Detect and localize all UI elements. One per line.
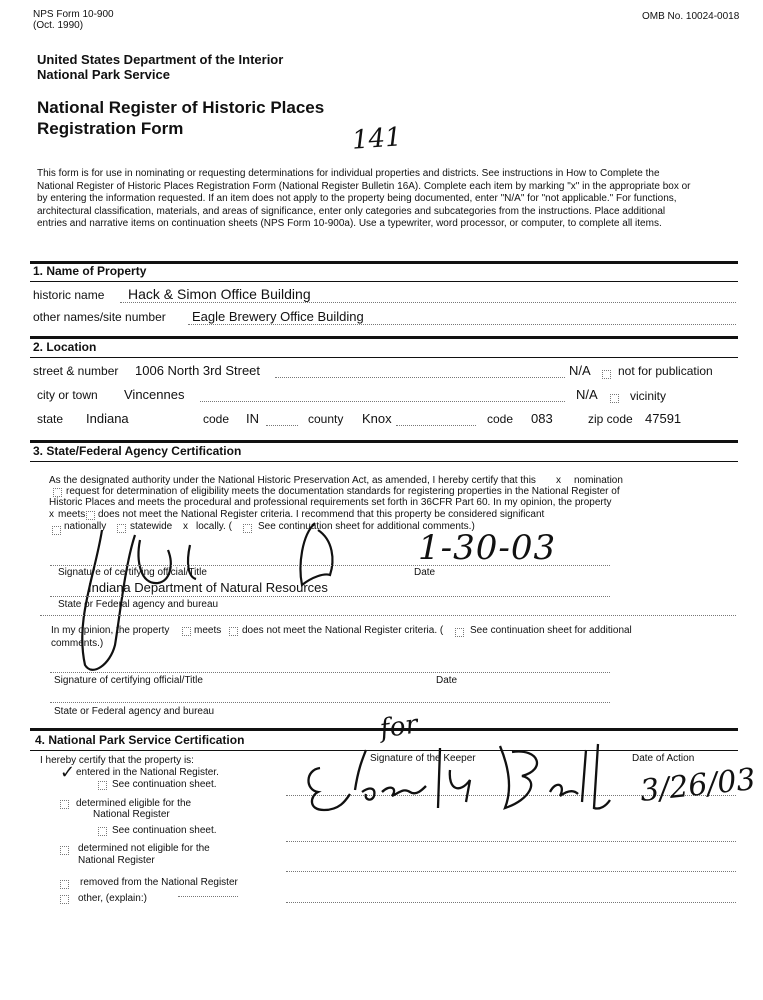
signature-label: Signature of certifying official/Title bbox=[54, 675, 203, 686]
vicinity-label: vicinity bbox=[630, 389, 667, 403]
cert-meets: meets bbox=[58, 509, 86, 520]
keeper-intro: I hereby certify that the property is: bbox=[40, 755, 194, 766]
cert-locally: locally. ( bbox=[196, 521, 232, 532]
state-label: state bbox=[37, 412, 64, 426]
not-for-publication-field[interactable]: N/A bbox=[569, 363, 591, 378]
zip-label: zip code bbox=[588, 412, 633, 426]
state-cert-date: 1-30-03 bbox=[418, 528, 557, 568]
see-continuation-checkbox[interactable] bbox=[98, 781, 107, 790]
opinion-comments: comments.) bbox=[51, 638, 104, 649]
eligible-checkbox[interactable] bbox=[60, 800, 69, 809]
cert-text-1: As the designated authority under the National Historic Preservation Act, as amended, I hereby certify that this bbox=[49, 475, 536, 486]
keeper-line bbox=[286, 841, 736, 842]
state-code-line bbox=[266, 425, 298, 426]
not-eligible-checkbox[interactable] bbox=[60, 846, 69, 855]
locally-x[interactable]: x bbox=[183, 521, 188, 532]
cert-text-nomination: nomination bbox=[574, 475, 623, 486]
see-continuation: See continuation sheet. bbox=[112, 825, 217, 836]
form-number: NPS Form 10-900 bbox=[33, 9, 114, 20]
section-divider bbox=[30, 357, 738, 358]
opinion-meets-checkbox[interactable] bbox=[182, 627, 191, 636]
other-option: other, (explain:) bbox=[78, 893, 147, 904]
cert-text-4: does not meet the National Register criteria. I recommend that this property be considered significant bbox=[98, 509, 545, 520]
keeper-line bbox=[286, 902, 736, 903]
not-for-publication-label: not for publication bbox=[618, 364, 713, 378]
agency-label: State or Federal agency and bureau bbox=[54, 706, 215, 717]
form-subtitle: Registration Form bbox=[37, 119, 184, 138]
section-divider bbox=[30, 461, 738, 462]
section-divider bbox=[30, 440, 738, 443]
city-label: city or town bbox=[37, 388, 98, 402]
section1-heading: 1. Name of Property bbox=[33, 264, 147, 278]
state-field[interactable]: Indiana bbox=[86, 411, 129, 426]
opinion-text: In my opinion, the property bbox=[51, 625, 170, 636]
date-label: Date bbox=[436, 675, 458, 686]
opinion-criteria: does not meet the National Register criteria. ( bbox=[242, 625, 444, 636]
action-date-label: Date of Action bbox=[632, 753, 695, 764]
street-field[interactable]: 1006 North 3rd Street bbox=[135, 363, 261, 378]
agency-line bbox=[50, 702, 610, 703]
section-divider bbox=[30, 336, 738, 339]
action-date-handwritten: 3/26/03 bbox=[638, 762, 758, 809]
other-names-label: other names/site number bbox=[33, 310, 166, 324]
section-separator bbox=[40, 615, 736, 616]
county-label: county bbox=[308, 412, 344, 426]
county-code-field[interactable]: 083 bbox=[531, 411, 553, 426]
opinion-meets: meets bbox=[194, 625, 222, 636]
state-code-label: code bbox=[203, 412, 230, 426]
keeper-label: Signature of the Keeper bbox=[370, 753, 476, 764]
cert-nationally: nationally bbox=[64, 521, 107, 532]
signature-label: Signature of certifying official/Title bbox=[58, 567, 207, 578]
cert-continuation: See continuation sheet for additional comments.) bbox=[258, 521, 475, 532]
county-field[interactable]: Knox bbox=[362, 411, 392, 426]
street-line bbox=[275, 377, 565, 378]
agency-label: State or Federal agency and bureau bbox=[58, 599, 219, 610]
section2-heading: 2. Location bbox=[33, 340, 97, 354]
opinion-continuation-checkbox[interactable] bbox=[455, 628, 464, 637]
signature-line bbox=[50, 672, 610, 673]
explain-line bbox=[178, 896, 238, 897]
see-continuation: See continuation sheet. bbox=[112, 779, 217, 790]
city-line bbox=[200, 401, 565, 402]
entered-check[interactable]: ✓ bbox=[60, 762, 76, 782]
other-checkbox[interactable] bbox=[60, 895, 69, 904]
street-label: street & number bbox=[33, 364, 119, 378]
opinion-does-not-meet-checkbox[interactable] bbox=[229, 627, 238, 636]
historic-name-field[interactable]: Hack & Simon Office Building bbox=[128, 286, 311, 302]
removed-option: removed from the National Register bbox=[80, 877, 238, 888]
other-names-line bbox=[188, 324, 736, 325]
agency-line bbox=[50, 596, 610, 597]
city-field[interactable]: Vincennes bbox=[124, 387, 185, 402]
removed-checkbox[interactable] bbox=[60, 880, 69, 889]
opinion-continuation: See continuation sheet for additional bbox=[470, 625, 632, 636]
vicinity-checkbox[interactable] bbox=[610, 394, 619, 403]
eligible-option-line2: National Register bbox=[93, 809, 170, 820]
date-label: Date bbox=[414, 567, 436, 578]
not-for-publication-checkbox[interactable] bbox=[602, 370, 611, 379]
county-code-label: code bbox=[487, 412, 514, 426]
eligible-option: determined eligible for the bbox=[76, 798, 192, 809]
keeper-line bbox=[286, 871, 736, 872]
not-eligible-option-line2: National Register bbox=[78, 855, 155, 866]
service: National Park Service bbox=[37, 67, 170, 82]
request-checkbox[interactable] bbox=[53, 488, 62, 497]
agency-field[interactable]: Indiana Department of Natural Resources bbox=[88, 580, 328, 595]
omb-number: OMB No. 10024-0018 bbox=[642, 11, 740, 22]
signature-line bbox=[50, 565, 610, 566]
historic-name-line bbox=[120, 302, 736, 303]
meets-x[interactable]: x bbox=[49, 509, 54, 520]
for-handwritten: for bbox=[378, 709, 420, 745]
state-code-field[interactable]: IN bbox=[246, 411, 259, 426]
cert-statewide: statewide bbox=[130, 521, 173, 532]
keeper-signature bbox=[300, 730, 610, 820]
not-eligible-option: determined not eligible for the bbox=[78, 843, 210, 854]
section3-heading: 3. State/Federal Agency Certification bbox=[33, 444, 242, 458]
county-line bbox=[396, 425, 476, 426]
instructions: This form is for use in nominating or requesting determinations for individual properties and districts. See instructions in How to Complete the National Register of Historic Places Registration Form (National Register Bulletin 16A). Complete each item by marking "x" in the appropriate box or by entering the information requested. If an item does not apply to the property being documented, enter "N/A" for "not applicable." For functions, architectural classification, materials, and areas of significance, enter only categories and subcategories from the instructions. Place additional entries and narrative items on continuation sheets (NPS Form 10-900a). Use a typewriter, word processor, or computer, to complete all items. bbox=[37, 168, 691, 229]
other-names-field[interactable]: Eagle Brewery Office Building bbox=[192, 309, 364, 324]
historic-name-label: historic name bbox=[33, 288, 105, 302]
handwritten-number: 141 bbox=[351, 122, 403, 156]
see-continuation-checkbox[interactable] bbox=[98, 827, 107, 836]
nomination-x[interactable]: x bbox=[556, 475, 561, 486]
section4-heading: 4. National Park Service Certification bbox=[35, 733, 245, 747]
cert-text-2: request for determination of eligibility meets the documentation standards for registering properties in the National Register of bbox=[66, 486, 620, 497]
cert-text-3: Historic Places and meets the procedural and professional requirements set forth in 36CFR Part 60. In my opinion, the property bbox=[49, 497, 612, 508]
vicinity-field[interactable]: N/A bbox=[576, 387, 598, 402]
entered-option: entered in the National Register. bbox=[76, 767, 219, 778]
zip-field[interactable]: 47591 bbox=[645, 411, 682, 426]
section-divider bbox=[30, 281, 738, 282]
department: United States Department of the Interior bbox=[37, 52, 284, 67]
form-title: National Register of Historic Places bbox=[37, 98, 325, 117]
form-date: (Oct. 1990) bbox=[33, 20, 84, 31]
